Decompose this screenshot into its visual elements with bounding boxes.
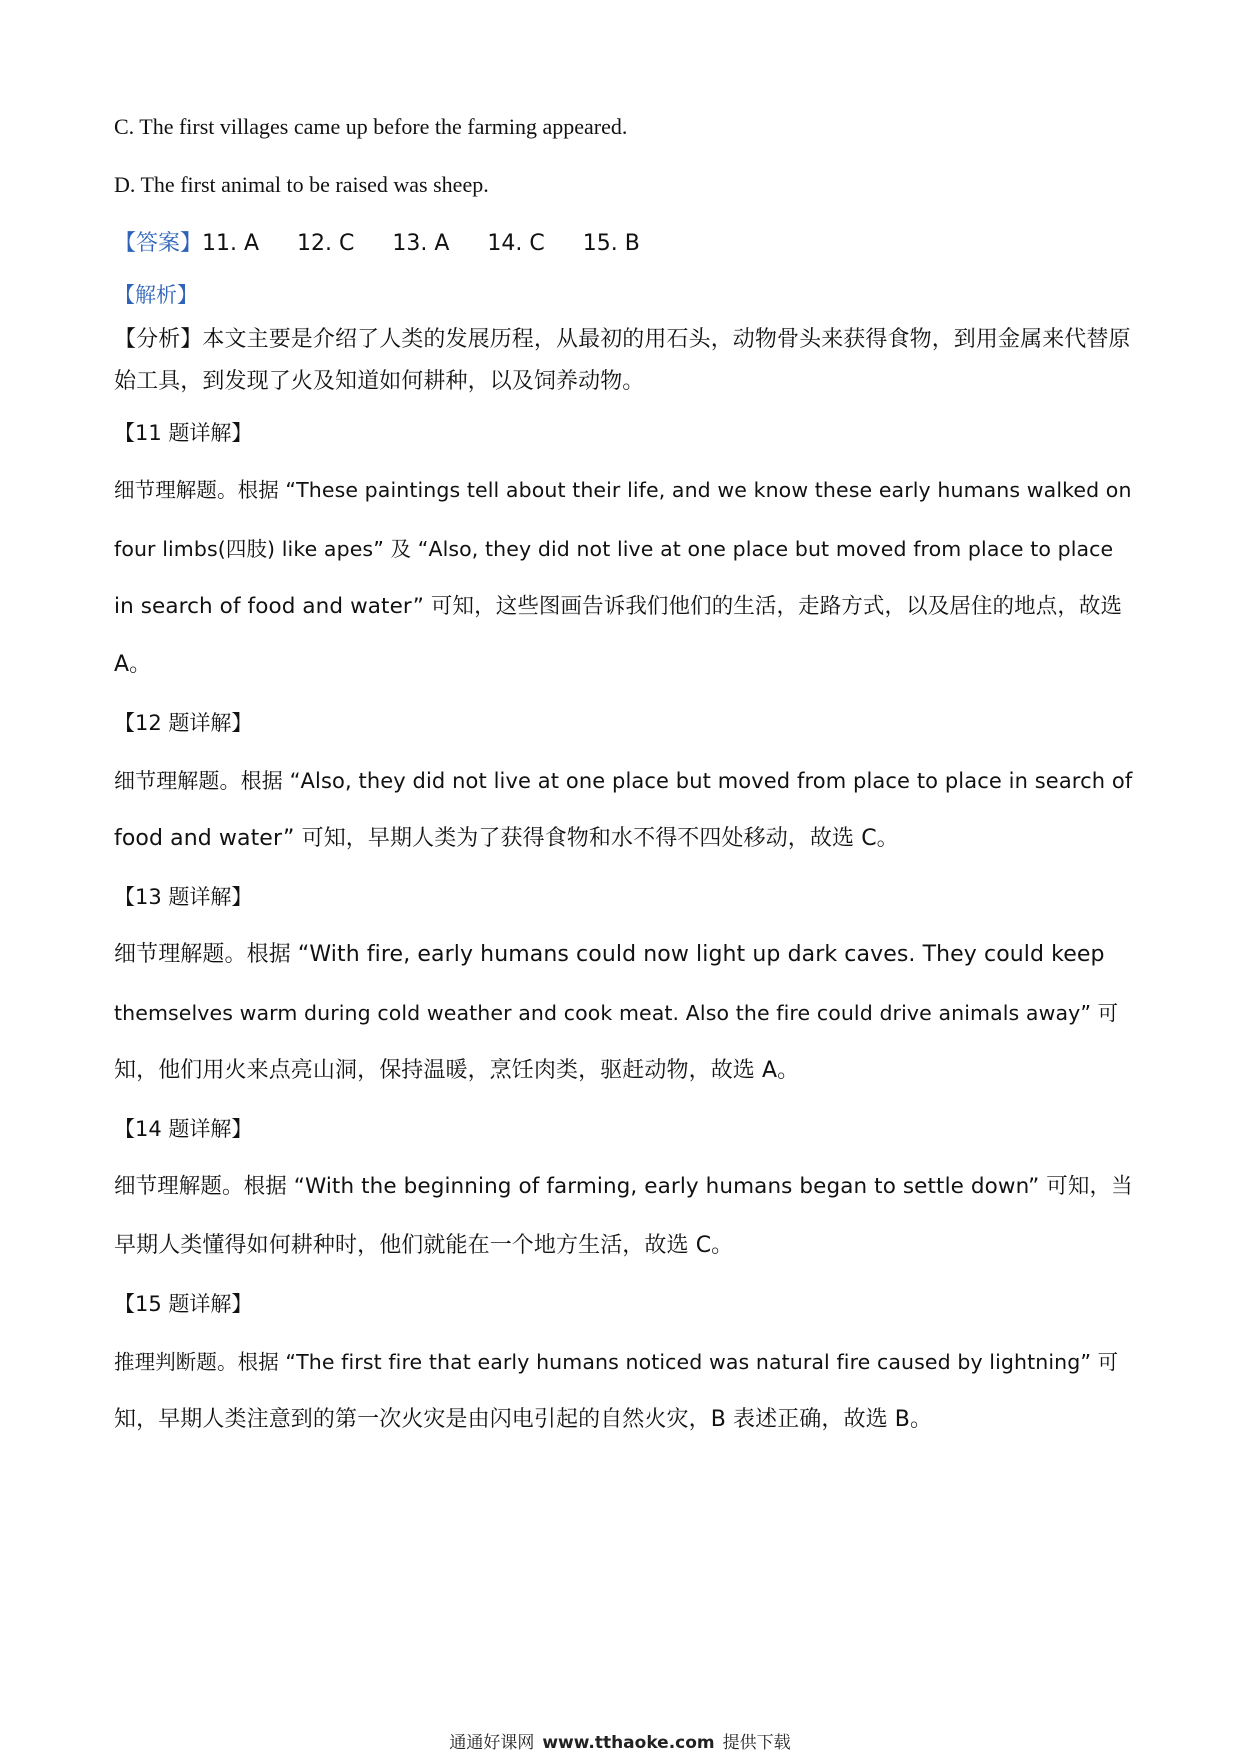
q11-heading: 【11 题详解】 — [114, 421, 253, 445]
q13-line: 细节理解题。根据 “With fire, early humans could now light up dark caves. They could keep — [114, 942, 1105, 967]
q11-line: four limbs(四肢) like apes” 及 “Also, they did not live at one place but moved from place to place — [114, 537, 1114, 561]
footer-site-link[interactable]: www.tthaoke.com — [542, 1733, 715, 1753]
q15-heading: 【15 题详解】 — [114, 1292, 253, 1316]
q15-line: 推理判断题。根据 “The first fire that early humans noticed was natural fire caused by lightning” 可 — [114, 1350, 1119, 1374]
q13-line: themselves warm during cold weather and cook meat. Also the fire could drive animals away” 可 — [114, 1001, 1119, 1025]
footer-download: 提供下载 — [722, 1733, 791, 1753]
summary-line-2: 始工具，到发现了火及知道如何耕种，以及饲养动物。 — [114, 369, 645, 394]
answer-item: 13. A — [392, 231, 450, 256]
q15-line: 知，早期人类注意到的第一次火灾是由闪电引起的自然火灾，B 表述正确，故选 B。 — [114, 1407, 933, 1432]
answer-item: 11. A — [202, 231, 260, 256]
q11-line: A。 — [114, 652, 152, 677]
answer-item: 15. B — [582, 231, 640, 256]
answer-item: 12. C — [297, 231, 355, 256]
summary-text-1: 本文主要是介绍了人类的发展历程，从最初的用石头，动物骨头来获得食物，到用金属来代替原 — [202, 327, 1131, 352]
option-d: D. The first animal to be raised was sheep. — [114, 172, 489, 197]
q14-line: 细节理解题。根据 “With the beginning of farming, early humans began to settle down” 可知，当 — [114, 1174, 1133, 1199]
page-footer — [0, 1728, 1240, 1753]
analysis-label: 【解析】 — [114, 283, 198, 307]
q14-line: 早期人类懂得如何耕种时，他们就能在一个地方生活，故选 C。 — [114, 1233, 734, 1258]
q11-line: 细节理解题。根据 “These paintings tell about their life, and we know these early humans walked on — [114, 478, 1132, 502]
summary-label: 【分析】 — [114, 327, 203, 352]
answer-line — [114, 229, 1134, 259]
q12-heading: 【12 题详解】 — [114, 711, 253, 735]
answer-label: 【答案】 — [114, 231, 203, 256]
q13-heading: 【13 题详解】 — [114, 885, 253, 909]
q13-line: 知，他们用火来点亮山洞，保持温暖，烹饪肉类，驱赶动物，故选 A。 — [114, 1058, 800, 1083]
q11-line: in search of food and water” 可知，这些图画告诉我们他们的生活，走路方式，以及居住的地点，故选 — [114, 594, 1123, 619]
option-c: C. The first villages came up before the farming appeared. — [114, 114, 628, 139]
footer-brand: 通通好课网 — [449, 1733, 535, 1753]
summary-line-1 — [114, 325, 1134, 355]
q12-line: food and water” 可知，早期人类为了获得食物和水不得不四处移动，故选 C。 — [114, 826, 899, 851]
q14-heading: 【14 题详解】 — [114, 1117, 253, 1141]
q12-line: 细节理解题。根据 “Also, they did not live at one place but moved from place to place in search of — [114, 769, 1133, 793]
answer-item: 14. C — [487, 231, 545, 256]
